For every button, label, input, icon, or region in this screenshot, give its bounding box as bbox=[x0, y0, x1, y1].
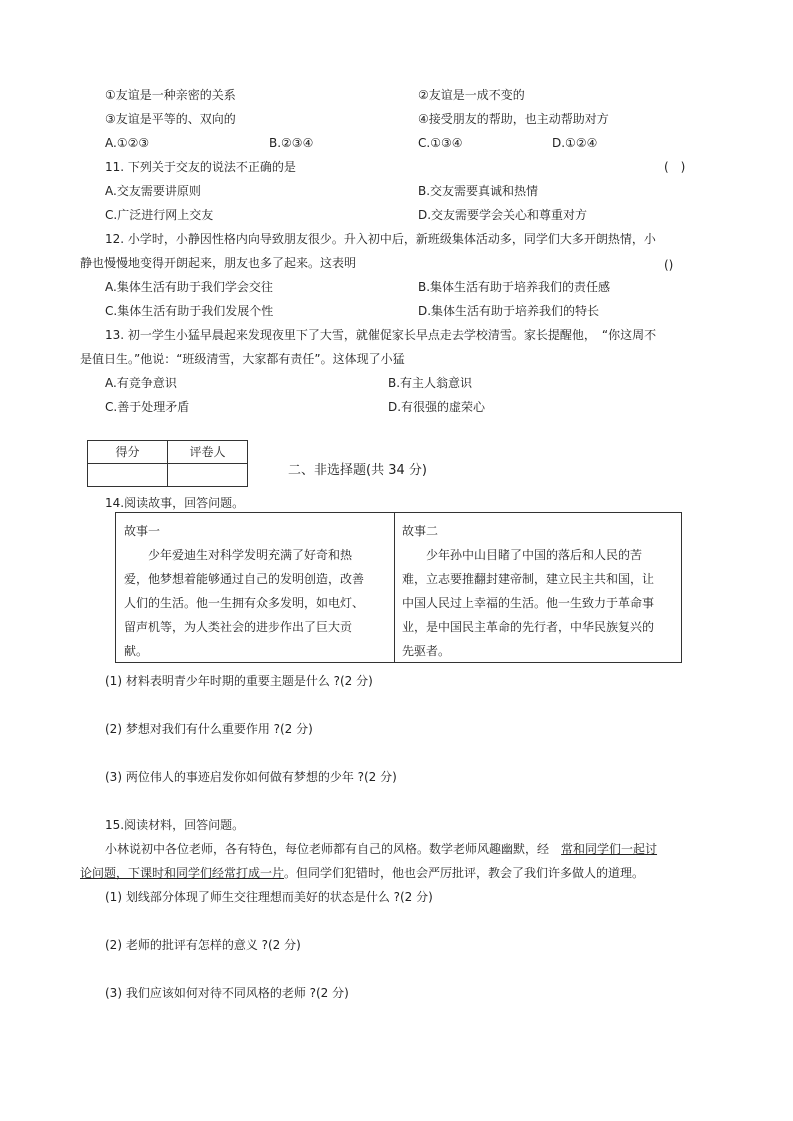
q15-underlined-text: 常和同学们一起讨 bbox=[561, 842, 658, 856]
q10-statement-3: ③友谊是平等的、双向的 bbox=[105, 112, 236, 126]
story-2-line: 难，立志要推翻封建帝制，建立民主共和国，让 bbox=[402, 572, 655, 586]
story-1-line: 少年爱迪生对科学发明充满了好奇和热 bbox=[124, 548, 353, 562]
story-1-title: 故事一 bbox=[124, 524, 161, 538]
q13-stem-line2: 是值日生。”他说：“班级清雪，大家都有责任”。这体现了小猛 bbox=[80, 352, 405, 366]
score-cell[interactable] bbox=[88, 464, 168, 487]
q12-answer-paren: () bbox=[664, 258, 674, 272]
q13-option-a: A.有竞争意识 bbox=[105, 376, 177, 390]
story-1-line: 人们的生活。他一生拥有众多发明，如电灯、 bbox=[124, 596, 365, 610]
story-1-line: 留声机等，为人类社会的进步作出了巨大贡 bbox=[124, 620, 353, 634]
q10-option-d: D.①②④ bbox=[552, 136, 598, 150]
score-table bbox=[87, 440, 248, 487]
q12-option-d: D.集体生活有助于培养我们的特长 bbox=[418, 304, 600, 318]
q14-sub-question-3: (3) 两位伟人的事迹启发你如何做有梦想的少年 ?(2 分) bbox=[105, 770, 397, 784]
grader-header: 评卷人 bbox=[168, 441, 248, 464]
section-2-title: 二、非选择题(共 34 分) bbox=[288, 463, 427, 478]
q12-option-b: B.集体生活有助于培养我们的责任感 bbox=[418, 280, 611, 294]
q11-option-b: B.交友需要真诚和热情 bbox=[418, 184, 539, 198]
story-1 bbox=[124, 519, 364, 663]
q11-answer-paren: ( ) bbox=[664, 160, 686, 174]
q10-option-a: A.①②③ bbox=[105, 136, 150, 150]
story-2-line: 业，是中国民主革命的先行者，中华民族复兴的 bbox=[402, 620, 655, 634]
q10-statement-4: ④接受朋友的帮助，也主动帮助对方 bbox=[418, 112, 609, 126]
q12-option-c: C.集体生活有助于我们发展个性 bbox=[105, 304, 274, 318]
q14-stem: 14.阅读故事，回答问题。 bbox=[105, 496, 245, 510]
q10-statement-1: ①友谊是一种亲密的关系 bbox=[105, 88, 236, 102]
q10-option-c: C.①③④ bbox=[418, 136, 463, 150]
story-2-line: 中国人民过上幸福的生活。他一生致力于革命事 bbox=[402, 596, 655, 610]
q15-material-text: 。但同学们犯错时，他也会严厉批评，教会了我们许多做人的道理。 bbox=[284, 866, 645, 880]
stories-divider bbox=[394, 513, 395, 662]
q11-option-c: C.广泛进行网上交友 bbox=[105, 208, 214, 222]
q10-option-b: B.②③④ bbox=[269, 136, 314, 150]
q14-sub-question-1: (1) 材料表明青少年时期的重要主题是什么 ?(2 分) bbox=[105, 674, 373, 688]
q11-stem: 11. 下列关于交友的说法不正确的是 bbox=[105, 160, 296, 174]
q12-stem-line2: 静也慢慢地变得开朗起来，朋友也多了起来。这表明 bbox=[80, 256, 357, 270]
story-1-line: 献。 bbox=[124, 644, 149, 658]
q12-option-a: A.集体生活有助于我们学会交往 bbox=[105, 280, 273, 294]
q13-stem-line1: 13. 初一学生小猛早晨起来发现夜里下了大雪，就催促家长早点走去学校清雪。家长提醒他， “你这周不 bbox=[105, 328, 657, 342]
score-header: 得分 bbox=[88, 441, 168, 464]
q13-option-b: B.有主人翁意识 bbox=[388, 376, 473, 390]
q15-sub-question-2: (2) 老师的批评有怎样的意义 ?(2 分) bbox=[105, 938, 301, 952]
story-2-title: 故事二 bbox=[402, 524, 439, 538]
q15-material-line2 bbox=[80, 865, 644, 881]
q13-option-c: C.善于处理矛盾 bbox=[105, 400, 190, 414]
story-2 bbox=[402, 519, 654, 663]
q15-material-text: 小林说初中各位老师，各有特色，每位老师都有自己的风格。数学老师风趣幽默，经 bbox=[105, 842, 562, 856]
q11-option-a: A.交友需要讲原则 bbox=[105, 184, 201, 198]
q14-sub-question-2: (2) 梦想对我们有什么重要作用 ?(2 分) bbox=[105, 722, 313, 736]
q12-stem-line1: 12. 小学时，小静因性格内向导致朋友很少。升入初中后，新班级集体活动多，同学们大多开朗热情，小 bbox=[105, 232, 656, 246]
story-2-line: 少年孙中山目睹了中国的落后和人民的苦 bbox=[402, 548, 643, 562]
q10-statement-2: ②友谊是一成不变的 bbox=[418, 88, 525, 102]
q13-option-d: D.有很强的虚荣心 bbox=[388, 400, 486, 414]
q15-stem: 15.阅读材料，回答问题。 bbox=[105, 818, 245, 832]
q15-sub-question-1: (1) 划线部分体现了师生交往理想而美好的状态是什么 ?(2 分) bbox=[105, 890, 433, 904]
stories-table bbox=[115, 512, 682, 663]
story-1-line: 爱，他梦想着能够通过自己的发明创造，改善 bbox=[124, 572, 365, 586]
grader-cell[interactable] bbox=[168, 464, 248, 487]
q11-option-d: D.交友需要学会关心和尊重对方 bbox=[418, 208, 588, 222]
story-2-line: 先驱者。 bbox=[402, 644, 451, 658]
q15-sub-question-3: (3) 我们应该如何对待不同风格的老师 ?(2 分) bbox=[105, 986, 349, 1000]
q15-material-line1 bbox=[105, 841, 657, 857]
q15-underlined-text: 论问题，下课时和同学们经常打成一片 bbox=[80, 866, 285, 880]
